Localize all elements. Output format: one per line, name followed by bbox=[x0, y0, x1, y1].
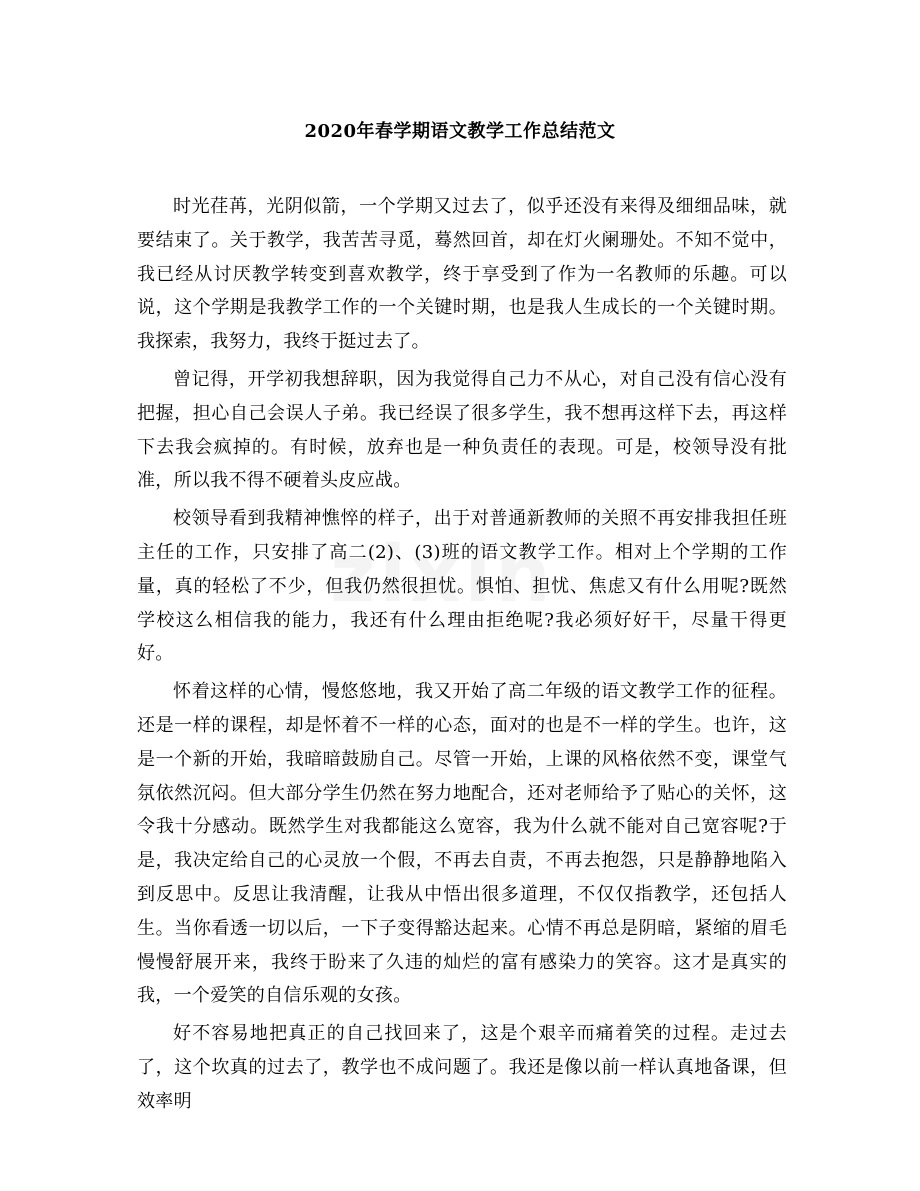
paragraph-1: 时光荏苒，光阴似箭，一个学期又过去了，似乎还没有来得及细细品味，就要结束了。关于教学，我苦苦寻觅，蓦然回首，却在灯火阑珊处。不知不觉中，我已经从讨厌教学转变到喜欢教学，终于享受到了作为一名教师的乐趣。可以说，这个学期是我教学工作的一个关键时期，也是我人生成长的一个关键时期。我探索，我努力，我终于挺过去了。 bbox=[137, 196, 787, 353]
paragraph-5: 好不容易地把真正的自己找回来了，这是个艰辛而痛着笑的过程。走过去了，这个坎真的过去了，教学也不成问题了。我还是像以前一样认真地备课，但效率明 bbox=[137, 1023, 787, 1112]
document-title: 2020年春学期语文教学工作总结范文 bbox=[304, 121, 616, 142]
paragraph-4: 怀着这样的心情，慢悠悠地，我又开始了高二年级的语文教学工作的征程。还是一样的课程，却是怀着不一样的心态，面对的也是不一样的学生。也许，这是一个新的开始，我暗暗鼓励自己。尽管一开始，上课的风格依然不变，课堂气氛依然沉闷。但大部分学生仍然在努力地配合，还对老师给予了贴心的关怀，这令我十分感动。既然学生对我都能这么宽容，我为什么就不能对自己宽容呢?于是，我决定给自己的心灵放一个假，不再去自责，不再去抱怨，只是静静地陷入到反思中。反思让我清醒，让我从中悟出很多道理，不仅仅指教学，还包括人生。当你看透一切以后，一下子变得豁达起来。心情不再总是阴暗，紧缩的眉毛慢慢舒展开来，我终于盼来了久违的灿烂的富有感染力的笑容。这才是真实的我，一个爱笑的自信乐观的女孩。 bbox=[137, 681, 787, 1007]
document-body bbox=[137, 190, 787, 1123]
paragraph-2: 曾记得，开学初我想辞职，因为我觉得自己力不从心，对自己没有信心没有把握，担心自己会误人子弟。我已经误了很多学生，我不想再这样下去，再这样下去我会疯掉的。有时候，放弃也是一种负责任的表现。可是，校领导没有批准，所以我不得不硬着头皮应战。 bbox=[137, 368, 787, 492]
paragraph-3: 校领导看到我精神憔悴的样子，出于对普通新教师的关照不再安排我担任班主任的工作，只安排了高二(2)、(3)班的语文教学工作。相对上个学期的工作量，真的轻松了不少，但我仍然很担忧。惧怕、担忧、焦虑又有什么用呢?既然学校这么相信我的能力，我还有什么理由拒绝呢?我必须好好干，尽量干得更好。 bbox=[137, 508, 787, 665]
